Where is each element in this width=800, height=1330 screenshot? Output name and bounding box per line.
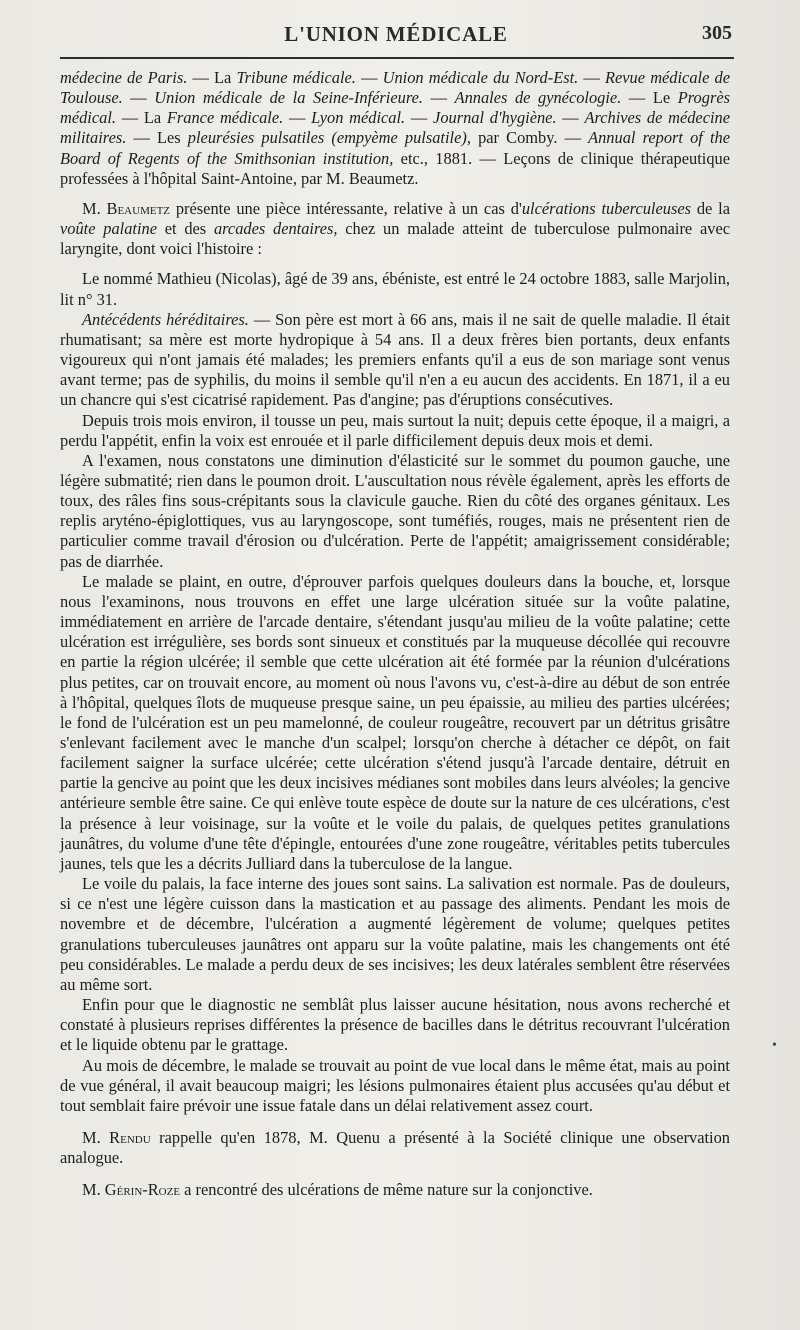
author-name: Gérin-Roze [104, 1180, 181, 1200]
page-number: 305 [702, 22, 732, 44]
italic-span: pleurésies pulsatiles (empyème pulsatile), [187, 128, 471, 148]
text-span: M. [82, 1127, 110, 1147]
text-span: présente une pièce intéressante, relative à un cas d' [170, 198, 522, 218]
text-span: — [355, 68, 383, 87]
text-span: Depuis trois mois environ, il tousse un peu, mais surtout la nuit; depuis cette époque, il a maigri, a perdu l'appétit, enfin la voix est enrouée et il parle difficilement depuis deux mois et demi. [60, 410, 730, 450]
paragraph-examination [60, 451, 730, 572]
text-span: — [578, 68, 605, 87]
text-span: — [422, 88, 455, 108]
italic-span: Progrès médical. [60, 88, 730, 128]
margin-mark: • [772, 1038, 777, 1053]
text-span: et des [156, 219, 214, 239]
italic-span: Union médicale de la Seine-Inférieure. [154, 88, 423, 108]
text-span: M. [82, 198, 107, 218]
text-span: Le voile du palais, la face interne des joues sont sains. La salivation est normale. Pas de douleurs, si ce n'est une légère cuisson dans la mastication et au passage des aliments. Pendant les mois de novembre et de décembre, l'ulcération a augmenté légèrement de volume; quelques petites granulations tuberculeuses jaunâtres ont apparu sur la voûte palatine, mais les changements ont été peu considérables. Le malade a perdu deux de ses incisives; les deux latérales semblent être réservées au même sort. [60, 874, 730, 994]
author-name: Beaumetz [106, 198, 171, 218]
text-span: — [405, 108, 434, 128]
text-span: — [556, 108, 585, 128]
text-span: — [283, 108, 312, 128]
text-span: Le malade se plaint, en outre, d'éprouver parfois quelques douleurs dans la bouche, et, lorsque nous l'examinons, nous trouvons en effet une large ulcération située sur la voûte palatine, immédiatement en arrière de l'arcade dentaire, s'étendant jusqu'au milieu de la voûte palatine; cette ulcération est irrégulière, ses bords sont sinueux et constitués par la muqueuse décollée qui recouvre en partie la région ulcérée; il semble que cette ulcération ait été formée par la réunion d'ulcérations plus petites, car on trouvait encore, au moment où nous l'avons vu, c'est-à-dire au début de son entrée à l'hôpital, quelques îlots de muqueuse presque saine, un peu épaissie, au milieu des parties ulcérées; le fond de l'ulcération est un peu mamelonné, de couleur rougeâtre, recouvert par un détritus grisâtre s'enlevant facilement avec le manche d'un scalpel; lorsqu'on cherche à détacher ce dépôt, on fait facilement saigner la surface ulcérée; cette ulcération s'étend jusqu'à l'arcade dentaire, détruit en partie la gencive au point que les deux incisives médianes sont mobiles dans leurs alvéoles; la gencive antérieure semble être saine. Ce qui enlève toute espèce de doute sur la nature de ces ulcérations, c'est la présence à leur voisinage, sur la voûte et le voile du palais, de quelques petites granulations jaunâtres, du volume d'une tête d'épingle, entourées d'une zone rougeâtre, véritables petits tubercules jaunes, tels que les a décrits Julliard dans la tuberculose de la langue. [60, 571, 730, 873]
italic-span: Tribune médicale. [236, 68, 356, 87]
text-span: rappelle qu'en 1878, M. Quenu a présenté à la Société clinique une observation analogue. [60, 1127, 730, 1168]
text-span: Au mois de décembre, le malade se trouvait au point de vue local dans le même état, mais au point de vue général, il avait beaucoup maigri; les lésions pulmonaires étaient plus accusées qu'au début et tout semblait faire prévoir une issue fatale dans un délai relativement assez court. [60, 1055, 730, 1115]
italic-span: France médicale. [166, 108, 284, 128]
text-span: M. [82, 1180, 105, 1200]
italic-span: Lyon médical. [311, 108, 406, 128]
text-span: — Son père est mort à 66 ans, mais il ne sait de quelle maladie. Il était rhumatisant; sa mère est morte hydropique à 54 ans. Il a deux frères bien portants, deux enfants vigoureux qui n'ont jamais été malades; les premiers enfants qu'il a eus de son mariage sont venus avant terme; pas de syphilis, du moins il semble qu'il n'en a eu aucun des accidents. En 1871, il a eu un chancre qui s'est cicatrisé rapidement. Pas d'angine; pas d'éruptions consécutives. [60, 309, 730, 410]
paragraph-patient-identity [60, 269, 730, 309]
text-span: Enfin pour que le diagnostic ne semblât plus laisser aucune hésitation, nous avons recherché et constaté à plusieurs reprises différentes la présence de bacilles dans le détritus recouvrant l'ulcération et le liquide obtenu par le grattage. [60, 995, 730, 1055]
paragraph-gerin-roze-remark [60, 1180, 730, 1200]
paragraph-diagnosis-bacilli [60, 995, 730, 1055]
text-span: Le nommé Mathieu (Nicolas), âgé de 39 ans, ébéniste, est entré le 24 octobre 1883, salle Marjolin, lit n° 31. [60, 269, 730, 309]
paragraph-evolution [60, 874, 730, 995]
article-body [60, 68, 730, 1200]
paragraph-beaumetz-presentation [60, 199, 730, 259]
paragraph-rendu-remark [60, 1128, 730, 1168]
running-head [60, 20, 732, 50]
italic-span: Archives de médecine militaires. [60, 108, 731, 148]
paragraph-december-state [60, 1056, 730, 1116]
paragraph-onset-symptoms [60, 411, 730, 451]
text-span: — [122, 88, 155, 108]
italic-span: Antécédents héréditaires. [82, 309, 249, 329]
text-span: — Les [126, 128, 188, 148]
text-span: etc., 1881. — Leçons de clinique thérapeutique professées à l'hôpital Saint-Antoine, par M. Beaumetz. [60, 148, 730, 188]
text-span: de la [690, 198, 730, 218]
text-span: par Comby. — [470, 128, 589, 148]
italic-span: Journal d'hygiène. [433, 108, 557, 128]
italic-span: Annales de gynécologie. [454, 88, 622, 108]
paragraph-bibliography-list [60, 68, 730, 189]
italic-span: voûte palatine [60, 219, 157, 239]
journal-title: L'UNION MÉDICALE [284, 22, 508, 46]
author-name: Rendu [109, 1127, 151, 1147]
text-span: — La [187, 68, 237, 87]
paragraph-hereditary-history [60, 310, 730, 411]
italic-span: arcades dentaires, [213, 219, 338, 239]
text-span: A l'examen, nous constatons une diminution d'élasticité sur le sommet du poumon gauche, une légère submatité; rien dans le poumon droit. L'auscultation nous révèle également, après les efforts de toux, des râles fins sous-crépitants sous la clavicule gauche. Rien du côté des organes génitaux. Les replis aryténo-épiglottiques, vus au laryngoscope, sont tuméfiés, rouges, mais ne présentent rien de particulier comme travail d'érosion ou d'ulcération. Perte de l'appétit; amaigrissement considérable; pas de diarrhée. [60, 450, 730, 571]
text-span: chez un malade atteint de tuberculose pulmonaire avec laryngite, dont voici l'histoire : [60, 219, 730, 259]
italic-span: ulcérations tuberculeuses [521, 198, 691, 218]
header-rule [60, 57, 734, 59]
italic-span: Annual report of the Board of Regents of the Smithsonian institution, [60, 128, 730, 168]
text-span: — La [115, 108, 167, 128]
italic-span: Revue médicale de Toulouse. [60, 68, 730, 108]
italic-span: médecine de Paris. [60, 68, 188, 87]
text-span: — Le [621, 88, 678, 108]
paragraph-palatal-ulceration [60, 572, 730, 874]
text-span: a rencontré des ulcérations de même nature sur la conjonctive. [180, 1180, 593, 1200]
italic-span: Union médicale du Nord-Est. [382, 68, 579, 87]
